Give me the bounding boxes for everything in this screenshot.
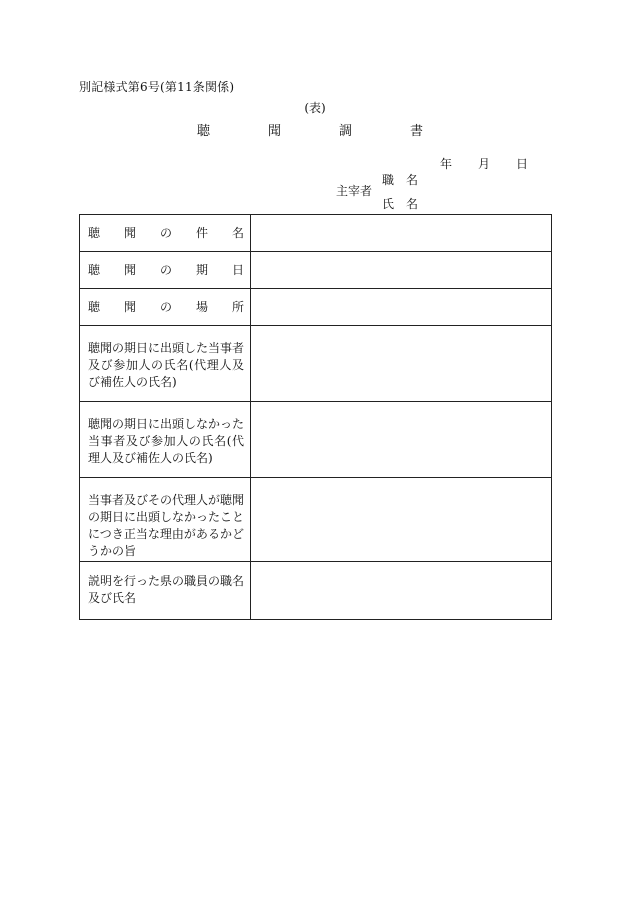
table-row <box>80 289 552 326</box>
label-char: 所 <box>231 299 244 314</box>
row-label-attendees <box>80 326 251 402</box>
table-row <box>80 326 552 402</box>
host-label: 主宰者 <box>336 184 373 198</box>
post-label: 職名 <box>382 173 431 187</box>
label-char: 名 <box>231 225 244 240</box>
case-name-field[interactable] <box>251 215 552 252</box>
label-char: 場 <box>195 299 208 314</box>
staff-label: 説明を行った県の職員の職名及び氏名 <box>88 574 245 605</box>
absentees-label: 聴聞の期日に出頭しなかった当事者及び参加人の氏名(代理人及び補佐人の氏名) <box>88 417 245 465</box>
document-title <box>0 120 630 139</box>
hearing-record-table <box>79 214 552 620</box>
date-year-label: 年 <box>440 157 453 171</box>
table-row <box>80 215 552 252</box>
justification-field[interactable] <box>251 478 552 562</box>
row-label-case-name <box>80 215 251 252</box>
label-char: 聞 <box>123 262 136 277</box>
table-row <box>80 478 552 562</box>
table-row <box>80 562 552 620</box>
table-row <box>80 402 552 478</box>
row-label-place <box>80 289 251 326</box>
justification-label: 当事者及びその代理人が聴聞の期日に出頭しなかったことにつき正当な理由があるかどうかの旨 <box>88 493 245 558</box>
absentees-field[interactable] <box>251 402 552 478</box>
title-char: 聞 <box>267 124 315 139</box>
date-day-label: 日 <box>516 157 529 171</box>
hearing-place-field[interactable] <box>251 289 552 326</box>
attendees-field[interactable] <box>251 326 552 402</box>
label-char: 聞 <box>123 225 136 240</box>
label-char: 聴 <box>88 225 101 240</box>
row-label-date <box>80 252 251 289</box>
staff-field[interactable] <box>251 562 552 620</box>
row-label-staff <box>80 562 251 620</box>
label-char: の <box>159 299 172 314</box>
title-char: 書 <box>410 124 458 139</box>
attendees-label: 聴聞の期日に出頭した当事者及び参加人の氏名(代理人及び補佐人の氏名) <box>88 341 245 389</box>
table-row <box>80 252 552 289</box>
row-label-absentees <box>80 402 251 478</box>
title-char: 聴 <box>196 124 244 139</box>
date-line <box>440 155 536 172</box>
form-reference: 別記様式第6号(第11条関係) <box>79 80 235 94</box>
label-char: 聴 <box>88 299 101 314</box>
face-label: (表) <box>304 101 326 115</box>
date-month-label: 月 <box>478 157 491 171</box>
label-char: 聞 <box>123 299 136 314</box>
hearing-date-field[interactable] <box>251 252 552 289</box>
label-char: 期 <box>195 262 208 277</box>
label-char: の <box>159 225 172 240</box>
name-label: 氏名 <box>382 197 431 211</box>
label-char: の <box>159 262 172 277</box>
label-char: 聴 <box>88 262 101 277</box>
row-label-justification <box>80 478 251 562</box>
label-char: 日 <box>231 262 244 277</box>
title-char: 調 <box>339 124 387 139</box>
label-char: 件 <box>195 225 208 240</box>
